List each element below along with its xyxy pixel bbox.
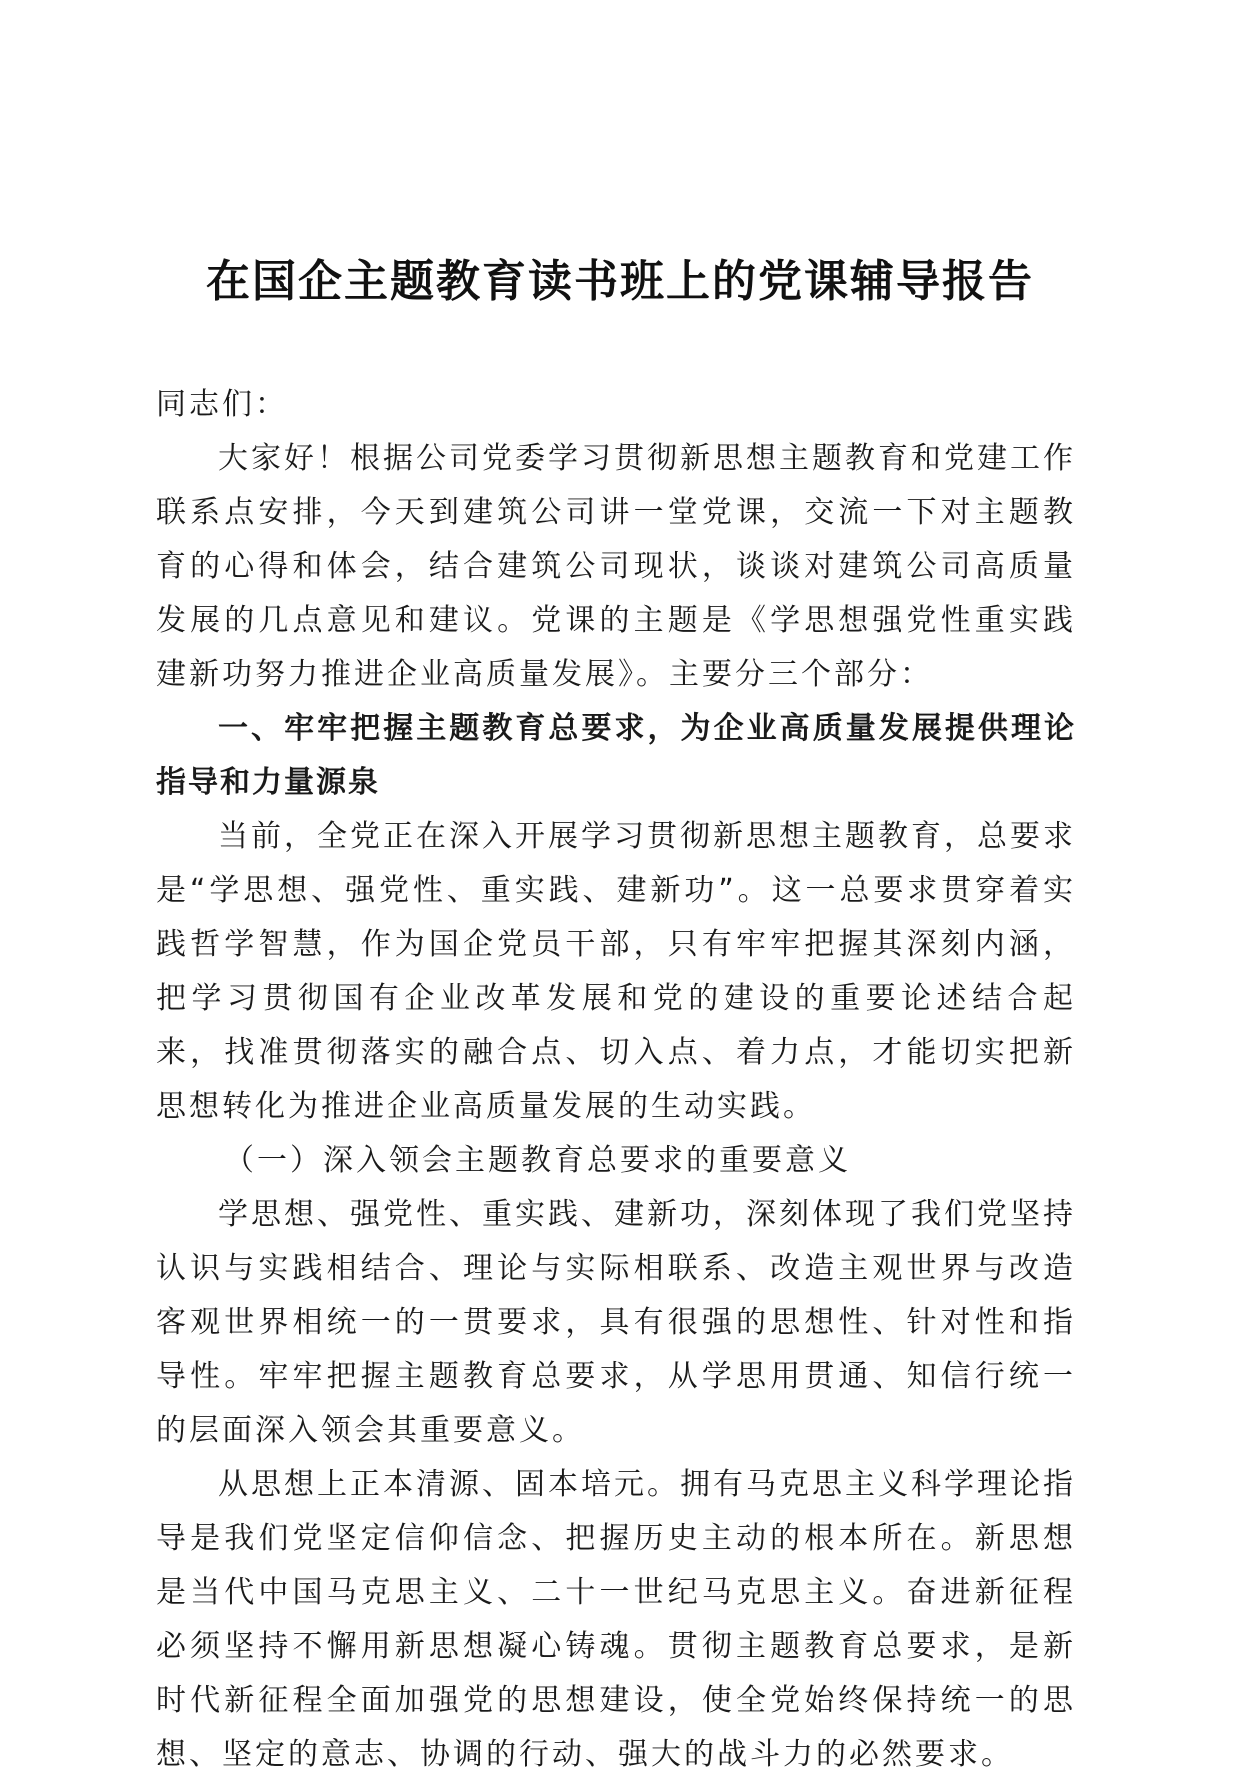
salutation: 同志们： <box>156 387 288 422</box>
body-paragraph: 当前，全党正在深入开展学习贯彻新思想主题教育，总要求是“学思想、强党性、重实践、建新功”。这一总要求贯穿着实践哲学智慧，作为国企党员干部，只有牢牢把握其深刻内涵，把学习贯彻国有企业改革发展和党的建设的重要论述结合起来，找准贯彻落实的融合点、切入点、着力点，才能切实把新思想转化为推进企业高质量发展的生动实践。 <box>156 819 1076 1124</box>
document-body <box>156 378 1076 1782</box>
body-paragraph: 从思想上正本清源、固本培元。拥有马克思主义科学理论指导是我们党坚定信仰信念、把握历史主动的根本所在。新思想是当代中国马克思主义、二十一世纪马克思主义。奋进新征程必须坚持不懈用新思想凝心铸魂。贯彻主题教育总要求，是新时代新征程全面加强党的思想建设，使全党始终保持统一的思想、坚定的意志、协调的行动、强大的战斗力的必然要求。 <box>156 1467 1076 1772</box>
section-heading: 一、牢牢把握主题教育总要求，为企业高质量发展提供理论指导和力量源泉 <box>156 711 1076 800</box>
body-paragraph: 学思想、强党性、重实践、建新功，深刻体现了我们党坚持认识与实践相结合、理论与实际相联系、改造主观世界与改造客观世界相统一的一贯要求，具有很强的思想性、针对性和指导性。牢牢把握主题教育总要求，从学思用贯通、知信行统一的层面深入领会其重要意义。 <box>156 1197 1076 1448</box>
subsection-heading: （一）深入领会主题教育总要求的重要意义 <box>224 1143 851 1178</box>
document-title: 在国企主题教育读书班上的党课辅导报告 <box>206 256 1034 307</box>
intro-paragraph: 大家好！根据公司党委学习贯彻新思想主题教育和党建工作联系点安排，今天到建筑公司讲一堂党课，交流一下对主题教育的心得和体会，结合建筑公司现状，谈谈对建筑公司高质量发展的几点意见和建议。党课的主题是《学思想强党性重实践建新功努力推进企业高质量发展》。主要分三个部分： <box>156 441 1076 692</box>
